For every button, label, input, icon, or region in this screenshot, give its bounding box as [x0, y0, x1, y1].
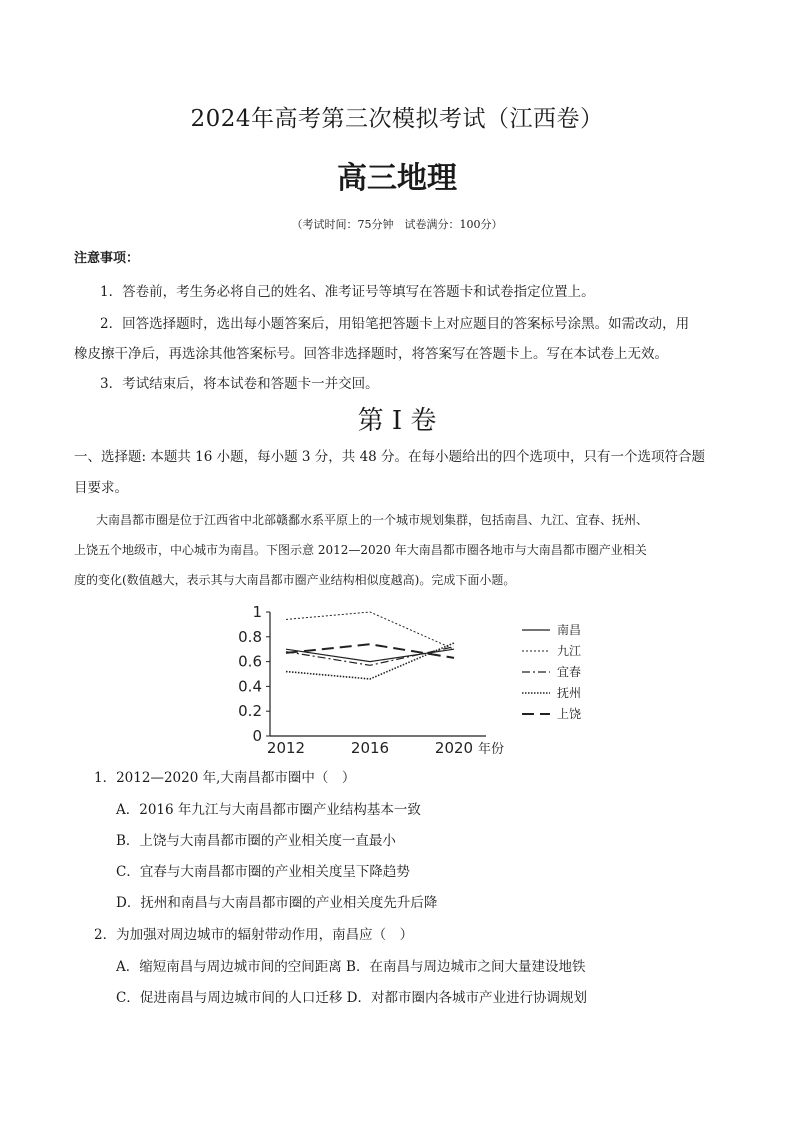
notice-item-2-line-1: 2．回答选择题时，选出每小题答案后，用铅笔把答题卡上对应题目的答案标号涂黑。如需改动，用 [100, 316, 690, 332]
legend-label: 南昌 [557, 623, 582, 637]
notice-item-3: 3．考试结束后，将本试卷和答题卡一并交回。 [100, 376, 379, 392]
passage-line-3: 度的变化(数值越大，表示其与大南昌都市圈产业结构相似度越高)。完成下面小题。 [74, 573, 516, 587]
exam-info: （考试时间：75分钟 试卷满分：100分） [291, 218, 503, 231]
exam-title: 2024年高考第三次模拟考试（江西卷） [190, 106, 604, 132]
section-title: 第 I 卷 [357, 406, 437, 436]
question-1-option-a: A．2016 年九江与大南昌都市圈产业结构基本一致 [116, 802, 421, 818]
y-tick-label: 0.4 [238, 677, 262, 696]
series-line-1 [286, 612, 454, 649]
y-tick-label: 0.8 [238, 627, 262, 646]
chart-ticks [238, 603, 504, 757]
legend-label: 宜春 [557, 665, 582, 679]
series-line-3 [286, 643, 454, 679]
notice-heading: 注意事项： [74, 251, 140, 266]
subject-title: 高三地理 [337, 161, 457, 196]
question-1-option-b: B．上饶与大南昌都市圈的产业相关度一直最小 [116, 833, 396, 849]
y-tick-label: 0.2 [238, 702, 262, 721]
legend-label: 抚州 [557, 686, 582, 700]
chart-axes [270, 612, 486, 736]
line-chart [220, 600, 590, 760]
question-2-stem: 2．为加强对周边城市的辐射带动作用，南昌应（ ） [94, 927, 414, 943]
notice-item-2-line-2: 橡皮擦干净后，再选涂其他答案标号。回答非选择题时，将答案写在答题卡上。写在本试卷上无效。 [74, 346, 668, 362]
question-1-option-c: C．宜春与大南昌都市圈的产业相关度呈下降趋势 [116, 864, 410, 880]
question-2-options-ab: A．缩短南昌与周边城市间的空间距离 B．在南昌与周边城市之间大量建设地铁 [116, 959, 586, 975]
section-intro-line-2: 目要求。 [74, 480, 128, 496]
x-tick-label: 2020 [434, 739, 474, 757]
question-1-option-d: D．抚州和南昌与大南昌都市圈的产业相关度先升后降 [116, 895, 438, 911]
series-line-4 [286, 644, 454, 658]
question-1-stem: 1．2012—2020 年,大南昌都市圈中（ ） [94, 770, 356, 786]
passage-line-1: 大南昌都市圈是位于江西省中北部赣鄱水系平原上的一个城市规划集群，包括南昌、九江、宜春、抚州、 [96, 513, 649, 527]
legend-label: 上饶 [557, 707, 582, 721]
x-tick-label: 2016 [350, 739, 390, 757]
passage-line-2: 上饶五个地级市，中心城市为南昌。下图示意 2012—2020 年大南昌都市圈各地市与大南昌都市圈产业相关 [74, 543, 647, 557]
chart-series [286, 612, 454, 679]
x-axis-label: 年份 [478, 742, 505, 757]
y-tick-label: 0.6 [238, 652, 262, 671]
y-tick-label: 1 [252, 603, 262, 621]
y-tick-label: 0 [252, 727, 262, 745]
legend-label: 九江 [557, 644, 582, 658]
notice-item-1: 1．答卷前，考生务必将自己的姓名、准考证号等填写在答题卡和试卷指定位置上。 [100, 284, 595, 300]
section-intro-line-1: 一、选择题: 本题共 16 小题，每小题 3 分，共 48 分。在每小题给出的四个选项中，只有一个选项符合题 [74, 449, 706, 465]
chart-legend [522, 622, 581, 721]
x-tick-label: 2012 [266, 739, 306, 757]
question-2-options-cd: C．促进南昌与周边城市间的人口迁移 D．对都市圈内各城市产业进行协调规划 [116, 990, 587, 1006]
